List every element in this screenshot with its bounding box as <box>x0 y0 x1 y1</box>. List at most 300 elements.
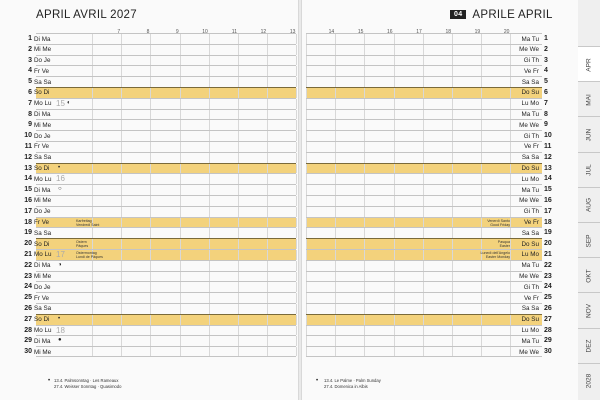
day-row[interactable] <box>24 152 296 163</box>
hour-divider <box>423 66 424 76</box>
left-page <box>0 0 298 400</box>
weekday-label: Me We <box>519 273 539 281</box>
day-row[interactable] <box>24 281 296 292</box>
day-row[interactable] <box>306 55 548 66</box>
hour-divider <box>306 261 307 271</box>
day-number: 6 <box>28 88 32 96</box>
day-row[interactable] <box>306 281 552 292</box>
day-number: 7 <box>28 99 32 107</box>
hour-divider <box>238 131 239 141</box>
hour-divider <box>92 228 93 238</box>
hour-cells <box>306 272 542 282</box>
hour-cells <box>306 66 542 76</box>
hour-divider <box>180 347 181 356</box>
hour-divider <box>423 261 424 271</box>
hour-divider <box>335 77 336 87</box>
hour-cells <box>36 164 296 174</box>
day-row[interactable] <box>24 292 296 303</box>
hour-cells <box>306 326 542 336</box>
hour-divider <box>267 326 268 336</box>
day-row[interactable] <box>306 87 548 98</box>
hour-divider <box>423 142 424 152</box>
day-row[interactable] <box>28 87 296 98</box>
hour-divider <box>180 164 181 174</box>
day-row[interactable] <box>24 206 296 217</box>
day-number: 4 <box>28 67 32 75</box>
day-row[interactable] <box>306 227 552 238</box>
hour-divider <box>121 153 122 163</box>
month-tab-label: JUN <box>585 128 593 142</box>
weekday-label: Do Je <box>34 57 51 65</box>
hour-divider <box>452 228 453 238</box>
hour-divider <box>423 77 424 87</box>
moon-phase-icon: ◐ <box>67 99 71 106</box>
footnote-line: 13.4. Palmsonntag · Les Rameaux <box>54 378 119 383</box>
hour-divider <box>394 99 395 109</box>
weekday-label: Do Su <box>521 240 539 248</box>
day-row[interactable] <box>306 141 552 152</box>
hour-divider <box>121 185 122 195</box>
hour-divider <box>394 347 395 356</box>
hour-divider <box>92 282 93 292</box>
hour-divider <box>92 153 93 163</box>
hour-divider <box>209 56 210 66</box>
day-number: 15 <box>544 186 552 194</box>
hour-divider <box>180 88 181 98</box>
day-number: 29 <box>544 337 552 345</box>
hour-divider <box>394 336 395 346</box>
hour-divider <box>364 34 365 44</box>
hour-divider <box>335 304 336 314</box>
hour-divider <box>423 174 424 184</box>
hour-cells <box>36 185 296 195</box>
hour-divider <box>267 110 268 120</box>
day-row[interactable] <box>24 163 296 174</box>
day-row[interactable] <box>24 227 296 238</box>
hour-divider <box>423 218 424 228</box>
day-row[interactable] <box>306 238 552 249</box>
hour-divider <box>481 99 482 109</box>
hour-divider <box>452 207 453 217</box>
hour-divider <box>267 261 268 271</box>
hour-divider <box>180 131 181 141</box>
hour-divider <box>121 239 122 249</box>
day-row[interactable] <box>306 173 552 184</box>
hour-divider <box>510 174 511 184</box>
hour-divider <box>423 34 424 44</box>
hour-divider <box>510 272 511 282</box>
hour-divider <box>423 293 424 303</box>
day-row[interactable] <box>306 119 548 130</box>
month-tab-dez[interactable] <box>578 328 600 364</box>
month-tab-label: OKT <box>585 269 593 283</box>
hour-divider <box>238 77 239 87</box>
day-row[interactable] <box>306 206 552 217</box>
hour-cells <box>36 218 296 228</box>
hour-divider <box>364 315 365 325</box>
hour-divider <box>510 77 511 87</box>
day-number: 10 <box>24 132 32 140</box>
hour-divider <box>150 261 151 271</box>
hour-cells <box>306 77 542 87</box>
hour-divider <box>335 120 336 130</box>
hour-divider <box>180 142 181 152</box>
hour-divider <box>364 66 365 76</box>
hour-divider <box>306 336 307 346</box>
hour-divider <box>150 56 151 66</box>
day-row[interactable] <box>306 271 552 282</box>
hour-divider <box>394 304 395 314</box>
hour-divider <box>150 196 151 206</box>
hour-cells <box>306 185 542 195</box>
day-row[interactable] <box>24 173 296 184</box>
hour-divider <box>180 336 181 346</box>
hour-divider <box>335 207 336 217</box>
hour-divider <box>238 315 239 325</box>
hour-cells <box>306 293 542 303</box>
hour-divider <box>267 99 268 109</box>
weekday-label: So Di <box>34 89 50 97</box>
day-row[interactable] <box>28 44 296 55</box>
day-row[interactable] <box>24 314 296 325</box>
hour-divider <box>364 293 365 303</box>
day-row[interactable] <box>306 303 552 314</box>
hour-divider <box>267 66 268 76</box>
day-row[interactable] <box>306 152 552 163</box>
day-row[interactable] <box>24 335 296 346</box>
day-number: 27 <box>24 315 32 323</box>
hour-cells <box>36 282 296 292</box>
hour-cells <box>36 304 296 314</box>
day-number: 24 <box>24 283 32 291</box>
hour-divider <box>121 293 122 303</box>
day-row[interactable] <box>28 119 296 130</box>
day-row[interactable] <box>24 217 296 228</box>
hour-divider <box>121 45 122 55</box>
day-row[interactable] <box>28 65 296 76</box>
hour-divider <box>209 142 210 152</box>
hour-divider <box>510 88 511 98</box>
footnote-right <box>324 378 381 390</box>
hour-divider <box>335 110 336 120</box>
hour-divider <box>335 293 336 303</box>
hour-divider <box>364 282 365 292</box>
month-tab-okt[interactable] <box>578 257 600 293</box>
hour-divider <box>423 45 424 55</box>
weekday-label: So Di <box>34 165 50 173</box>
hour-divider <box>452 120 453 130</box>
hour-divider <box>394 45 395 55</box>
hour-cells <box>36 45 296 55</box>
hour-divider <box>121 272 122 282</box>
hour-divider <box>209 336 210 346</box>
hour-cells <box>36 293 296 303</box>
hour-divider <box>92 261 93 271</box>
day-row[interactable] <box>306 346 552 357</box>
hour-divider <box>121 336 122 346</box>
hour-divider <box>238 326 239 336</box>
day-row[interactable] <box>24 271 296 282</box>
day-row[interactable] <box>24 346 296 357</box>
hour-divider <box>180 272 181 282</box>
day-row[interactable] <box>24 238 296 249</box>
holiday-label: Ostermontag Lundi de Pâques <box>76 250 103 259</box>
hour-divider <box>209 250 210 260</box>
hour-divider <box>423 315 424 325</box>
holiday-label: Karfreitag Vendredi Saint <box>76 218 100 227</box>
hour-divider <box>92 164 93 174</box>
hour-divider <box>180 99 181 109</box>
hour-divider <box>121 315 122 325</box>
hour-divider <box>150 347 151 356</box>
hour-divider <box>306 77 307 87</box>
hour-cells <box>306 88 542 98</box>
hour-divider <box>481 347 482 356</box>
hour-divider <box>306 120 307 130</box>
day-row[interactable] <box>28 98 296 109</box>
day-number: 10 <box>544 132 552 140</box>
hour-label: 7 <box>117 29 121 35</box>
hour-divider <box>180 261 181 271</box>
day-row[interactable] <box>306 292 552 303</box>
day-row[interactable] <box>306 76 548 87</box>
hour-divider <box>238 207 239 217</box>
hour-divider <box>306 66 307 76</box>
hour-divider <box>452 326 453 336</box>
hour-divider <box>92 174 93 184</box>
hour-divider <box>423 56 424 66</box>
weekday-label: Di Ma <box>34 35 51 43</box>
hour-divider <box>92 99 93 109</box>
weekday-label: Sa Sa <box>34 154 52 162</box>
hour-divider <box>267 250 268 260</box>
hour-cells <box>36 142 296 152</box>
hour-divider <box>209 293 210 303</box>
day-number: 4 <box>544 67 548 75</box>
hour-divider <box>121 77 122 87</box>
hour-cells <box>306 110 542 120</box>
hour-divider <box>92 293 93 303</box>
hour-divider <box>180 174 181 184</box>
hour-divider <box>92 304 93 314</box>
hour-divider <box>423 88 424 98</box>
hour-divider <box>92 142 93 152</box>
weekday-label: Mi Me <box>34 348 52 356</box>
day-row[interactable] <box>306 314 552 325</box>
hour-divider <box>423 326 424 336</box>
day-row[interactable] <box>306 163 552 174</box>
hour-divider <box>394 34 395 44</box>
day-row[interactable] <box>28 33 296 44</box>
hour-cells <box>306 347 542 356</box>
hour-divider <box>238 347 239 356</box>
day-row[interactable] <box>24 195 296 206</box>
hour-divider <box>394 110 395 120</box>
hour-divider <box>121 120 122 130</box>
hour-divider <box>510 185 511 195</box>
hour-cells <box>306 336 542 346</box>
hour-divider <box>306 185 307 195</box>
day-row[interactable] <box>28 55 296 66</box>
month-tab-aug[interactable] <box>578 187 600 223</box>
day-row[interactable] <box>306 249 552 260</box>
day-row[interactable] <box>28 109 296 120</box>
weekday-label: Mo Lu <box>34 100 52 108</box>
day-row[interactable] <box>306 335 552 346</box>
hour-divider <box>452 336 453 346</box>
hour-divider <box>267 88 268 98</box>
hour-divider <box>423 228 424 238</box>
hour-divider <box>306 164 307 174</box>
hour-divider <box>121 110 122 120</box>
month-tab-2028[interactable] <box>578 363 600 399</box>
weekday-label: Gi Th <box>523 57 539 65</box>
day-row[interactable] <box>24 325 296 336</box>
hour-divider <box>92 196 93 206</box>
hour-divider <box>180 66 181 76</box>
hour-divider <box>180 120 181 130</box>
day-number: 19 <box>544 229 552 237</box>
weekday-label: Lu Mo <box>521 327 539 335</box>
day-row[interactable] <box>24 260 296 271</box>
weekday-label: Me We <box>519 348 539 356</box>
hour-divider <box>121 66 122 76</box>
day-row[interactable] <box>24 184 296 195</box>
hour-label: 15 <box>357 29 364 35</box>
weekday-label: Do Su <box>521 89 539 97</box>
hour-divider <box>335 164 336 174</box>
hour-divider <box>92 185 93 195</box>
hour-divider <box>423 347 424 356</box>
day-number: 28 <box>544 326 552 334</box>
hour-divider <box>423 153 424 163</box>
hour-divider <box>394 207 395 217</box>
hour-divider <box>267 164 268 174</box>
hour-divider <box>121 347 122 356</box>
day-number: 12 <box>544 153 552 161</box>
day-row[interactable] <box>24 141 296 152</box>
hour-divider <box>481 239 482 249</box>
day-number: 12 <box>24 153 32 161</box>
hour-divider <box>209 304 210 314</box>
hour-divider <box>364 77 365 87</box>
day-row[interactable] <box>306 325 552 336</box>
day-row[interactable] <box>306 98 548 109</box>
month-tab-label: 2028 <box>585 374 593 389</box>
hour-divider <box>364 120 365 130</box>
hour-divider <box>267 142 268 152</box>
hour-divider <box>209 34 210 44</box>
day-row[interactable] <box>24 249 296 260</box>
hour-divider <box>306 88 307 98</box>
day-number: 26 <box>24 304 32 312</box>
hour-divider <box>510 315 511 325</box>
hour-divider <box>180 250 181 260</box>
hour-label: 19 <box>474 29 481 35</box>
day-row[interactable] <box>24 130 296 141</box>
weekday-label: Ma Tu <box>521 111 539 119</box>
hour-divider <box>267 56 268 66</box>
footnote-left <box>54 378 121 390</box>
hour-divider <box>394 174 395 184</box>
hour-divider <box>209 164 210 174</box>
hour-divider <box>481 272 482 282</box>
hour-divider <box>121 282 122 292</box>
hour-divider <box>121 131 122 141</box>
day-row[interactable] <box>306 260 552 271</box>
hour-divider <box>180 153 181 163</box>
hour-divider <box>121 228 122 238</box>
month-tab-label: APR <box>585 57 593 72</box>
hour-divider <box>481 77 482 87</box>
hour-cells <box>306 282 542 292</box>
hour-divider <box>364 174 365 184</box>
month-tab-nov[interactable] <box>578 292 600 328</box>
day-number: 2 <box>544 45 548 53</box>
hour-divider <box>335 153 336 163</box>
month-tab-jul[interactable] <box>578 152 600 188</box>
day-row[interactable] <box>306 195 552 206</box>
hour-divider <box>394 88 395 98</box>
weekday-label: Fr Ve <box>34 67 50 75</box>
month-tab-mai[interactable] <box>578 81 600 117</box>
day-row[interactable] <box>24 303 296 314</box>
weekday-label: Fr Ve <box>34 219 50 227</box>
hour-divider <box>209 272 210 282</box>
hour-divider <box>510 99 511 109</box>
day-row[interactable] <box>306 217 552 228</box>
day-number: 29 <box>24 337 32 345</box>
hour-cells <box>36 88 296 98</box>
month-tab-sep[interactable] <box>578 222 600 258</box>
hour-divider <box>335 228 336 238</box>
day-row[interactable] <box>28 76 296 87</box>
hour-divider <box>150 282 151 292</box>
day-row[interactable] <box>306 33 548 44</box>
hour-divider <box>238 336 239 346</box>
hour-divider <box>423 99 424 109</box>
day-number: 13 <box>24 164 32 172</box>
hour-divider <box>306 45 307 55</box>
day-row[interactable] <box>306 184 552 195</box>
month-tab-jun[interactable] <box>578 116 600 152</box>
day-row[interactable] <box>306 109 548 120</box>
hour-divider <box>306 131 307 141</box>
day-row[interactable] <box>306 130 552 141</box>
day-number: 21 <box>544 250 552 258</box>
hour-divider <box>150 336 151 346</box>
hour-divider <box>150 142 151 152</box>
month-tab-apr[interactable] <box>578 46 600 82</box>
holiday-label: Venerdì Santo Good Friday <box>487 218 510 227</box>
hour-divider <box>306 282 307 292</box>
hour-divider <box>209 99 210 109</box>
day-row[interactable] <box>306 44 548 55</box>
hour-divider <box>481 174 482 184</box>
hour-divider <box>150 88 151 98</box>
hour-divider <box>335 272 336 282</box>
hour-divider <box>121 142 122 152</box>
hour-divider <box>238 153 239 163</box>
hour-divider <box>452 153 453 163</box>
month-tab-label: DEZ <box>585 339 593 353</box>
hour-divider <box>267 77 268 87</box>
hour-divider <box>335 142 336 152</box>
holiday-star-icon: • <box>58 315 61 322</box>
weekday-label: Lu Mo <box>521 175 539 183</box>
day-row[interactable] <box>306 65 548 76</box>
hour-divider <box>92 336 93 346</box>
